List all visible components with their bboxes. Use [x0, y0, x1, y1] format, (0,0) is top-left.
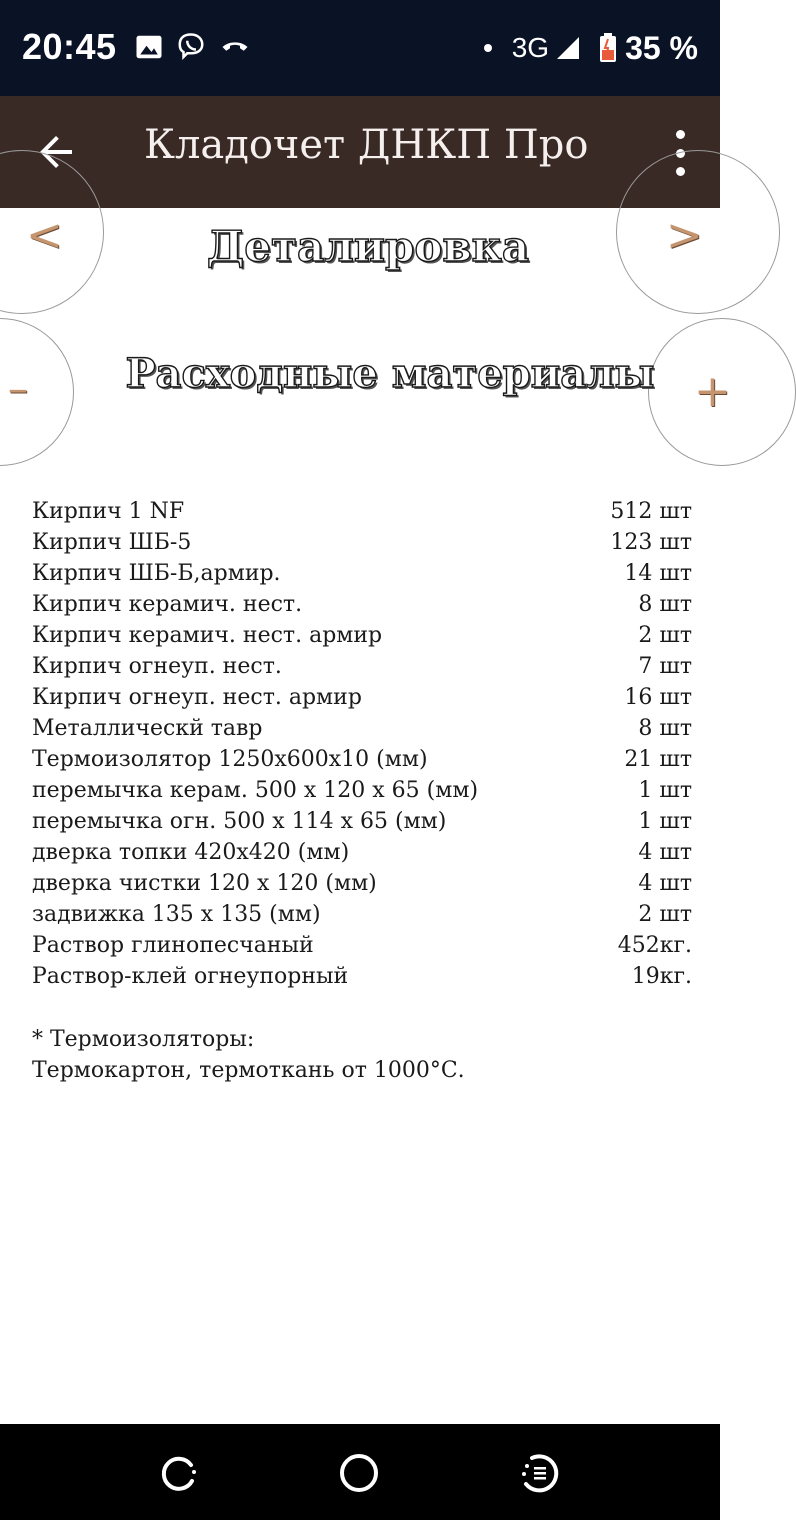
list-item: [32, 837, 692, 868]
section-title-detail: Деталировка: [206, 222, 530, 271]
material-name: перемычка керам. 500 х 120 х 65 (мм): [32, 778, 479, 803]
material-name: Кирпич керамич. нест.: [32, 592, 303, 617]
material-name: Кирпич ШБ-Б,армир.: [32, 561, 281, 586]
home-icon[interactable]: [338, 1452, 380, 1494]
minus-icon: –: [8, 366, 28, 412]
material-qty: 8 шт: [638, 592, 692, 617]
status-bar: [0, 0, 720, 96]
material-name: Кирпич огнеуп. нест. армир: [32, 685, 362, 710]
material-qty: 7 шт: [638, 654, 692, 679]
next-icon: >: [666, 210, 703, 261]
list-item: [32, 961, 692, 992]
material-name: Раствор-клей огнеупорный: [32, 964, 349, 989]
status-time: 20:45: [22, 26, 117, 67]
section-title-materials: Расходные материалы: [125, 350, 655, 397]
call-icon: [220, 32, 250, 62]
material-name: перемычка огн. 500 х 114 х 65 (мм): [32, 809, 447, 834]
viber-icon: [176, 32, 206, 62]
menu-dot-icon: [676, 130, 685, 139]
material-qty: 16 шт: [624, 685, 692, 710]
footnote-text: Термокартон, термоткань от 1000°С.: [32, 1058, 465, 1083]
recent-apps-icon[interactable]: [158, 1452, 200, 1494]
battery-icon: [599, 33, 617, 63]
material-name: Кирпич 1 NF: [32, 499, 185, 524]
material-name: Термоизолятор 1250х600х10 (мм): [32, 747, 428, 772]
status-right: [484, 26, 698, 70]
material-qty: 4 шт: [638, 840, 692, 865]
app-title: Кладочет ДНКП Про: [144, 122, 589, 168]
footnote-title: * Термоизоляторы:: [32, 1027, 255, 1052]
material-name: Кирпич керамич. нест. армир: [32, 623, 383, 648]
list-item: [32, 744, 692, 775]
list-item: [32, 589, 692, 620]
menu-icon[interactable]: [518, 1452, 560, 1494]
list-item: [32, 806, 692, 837]
signal-icon: [557, 37, 579, 59]
prev-icon: <: [26, 210, 63, 261]
list-item: [32, 651, 692, 682]
material-qty: 512 шт: [610, 499, 692, 524]
material-qty: 1 шт: [638, 778, 692, 803]
system-nav-bar: [0, 1424, 720, 1520]
list-item: [32, 496, 692, 527]
list-item: [32, 930, 692, 961]
plus-icon: +: [694, 366, 731, 417]
material-qty: 8 шт: [638, 716, 692, 741]
battery-level: 35 %: [625, 29, 698, 66]
material-qty: 2 шт: [638, 623, 692, 648]
materials-list: [32, 496, 692, 992]
material-name: дверка чистки 120 х 120 (мм): [32, 871, 377, 896]
list-item: [32, 558, 692, 589]
material-qty: 21 шт: [624, 747, 692, 772]
material-name: Металлическй тавр: [32, 716, 263, 741]
network-type: 3G: [511, 32, 550, 63]
list-item: [32, 775, 692, 806]
image-icon: [134, 32, 164, 62]
footnote: [32, 1024, 465, 1086]
material-name: Кирпич ШБ-5: [32, 530, 192, 555]
material-qty: 14 шт: [624, 561, 692, 586]
material-name: дверка топки 420х420 (мм): [32, 840, 350, 865]
list-item: [32, 682, 692, 713]
material-qty: 1 шт: [638, 809, 692, 834]
app-bar: [0, 96, 720, 208]
notification-dot: [484, 44, 492, 52]
list-item: [32, 527, 692, 558]
material-name: задвижка 135 х 135 (мм): [32, 902, 321, 927]
material-qty: 123 шт: [610, 530, 692, 555]
material-qty: 19кг.: [631, 964, 692, 989]
material-qty: 452кг.: [617, 933, 692, 958]
material-qty: 2 шт: [638, 902, 692, 927]
material-qty: 4 шт: [638, 871, 692, 896]
list-item: [32, 868, 692, 899]
list-item: [32, 713, 692, 744]
material-name: Раствор глинопесчаный: [32, 933, 314, 958]
list-item: [32, 620, 692, 651]
material-name: Кирпич огнеуп. нест.: [32, 654, 282, 679]
list-item: [32, 899, 692, 930]
